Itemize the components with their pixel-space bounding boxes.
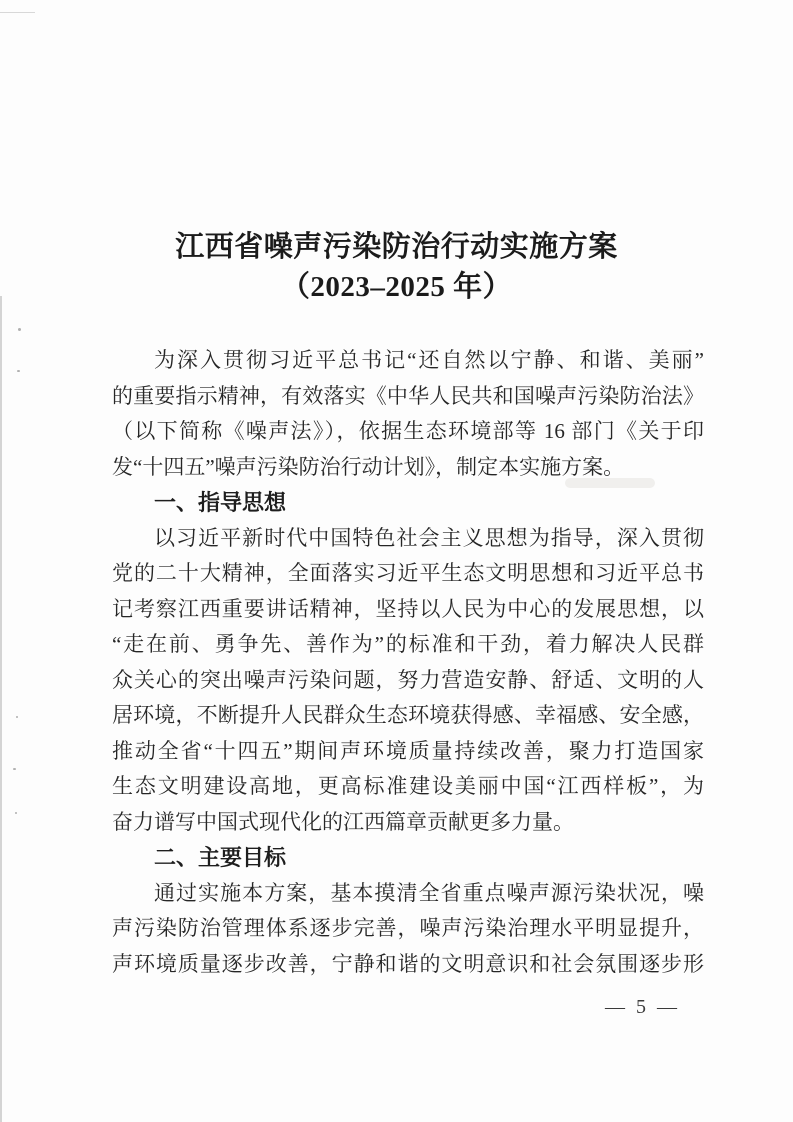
document-line: 以习近平新时代中国特色社会主义思想为指导，深入贯彻 (154, 525, 704, 550)
section-heading: 一、指导思想 (154, 490, 287, 515)
document-line: 众关心的突出噪声污染问题，努力营造安静、舒适、文明的人 (112, 667, 704, 692)
document-line: 的重要指示精神，有效落实《中华人民共和国噪声污染防治法》 (112, 383, 704, 408)
scan-edge-artifact (0, 12, 35, 13)
document-line: 生态文明建设高地，更高标准建设美丽中国“江西样板”，为 (112, 774, 704, 798)
document-line: 推动全省“十四五”期间声环境质量持续改善，聚力打造国家 (112, 738, 704, 763)
document-body (112, 343, 704, 982)
document-line: 居环境，不断提升人民群众生态环境获得感、幸福感、安全感， (112, 703, 704, 727)
document-line: （以下简称《噪声法》），依据生态环境部等 16 部门《关于印 (112, 419, 704, 443)
document-line: 声污染防治管理体系逐步完善，噪声污染治理水平明显提升， (112, 916, 704, 940)
scan-speck (18, 328, 21, 331)
page-number: — 5 — (605, 996, 680, 1018)
section-heading: 二、主要目标 (154, 845, 287, 870)
document-line: 发“十四五”噪声污染防治行动计划》，制定本实施方案。 (112, 454, 625, 479)
document-line: 记考察江西重要讲话精神，坚持以人民为中心的发展思想，以 (112, 596, 704, 621)
document-line: 声环境质量逐步改善，宁静和谐的文明意识和社会氛围逐步形 (112, 951, 704, 976)
scan-speck (15, 812, 17, 814)
document-title-block (0, 227, 793, 307)
scan-edge-artifact (0, 296, 2, 1122)
scan-speck (17, 370, 20, 372)
document-line: 为深入贯彻习近平总书记“还自然以宁静、和谐、美丽” (154, 348, 704, 372)
document-subtitle-years: （2023–2025 年） (280, 271, 513, 303)
document-line: 党的二十大精神，全面落实习近平生态文明思想和习近平总书 (112, 561, 704, 585)
document-line: 奋力谱写中国式现代化的江西篇章贡献更多力量。 (112, 809, 574, 834)
scan-speck (16, 716, 18, 718)
document-line: “走在前、勇争先、善作为”的标准和干劲，着力解决人民群 (112, 632, 704, 656)
page-footer (605, 996, 680, 1019)
document-line: 通过实施本方案，基本摸清全省重点噪声源污染状况，噪 (154, 880, 704, 905)
scan-speck (13, 768, 16, 770)
document-title: 江西省噪声污染防治行动实施方案 (175, 231, 618, 263)
